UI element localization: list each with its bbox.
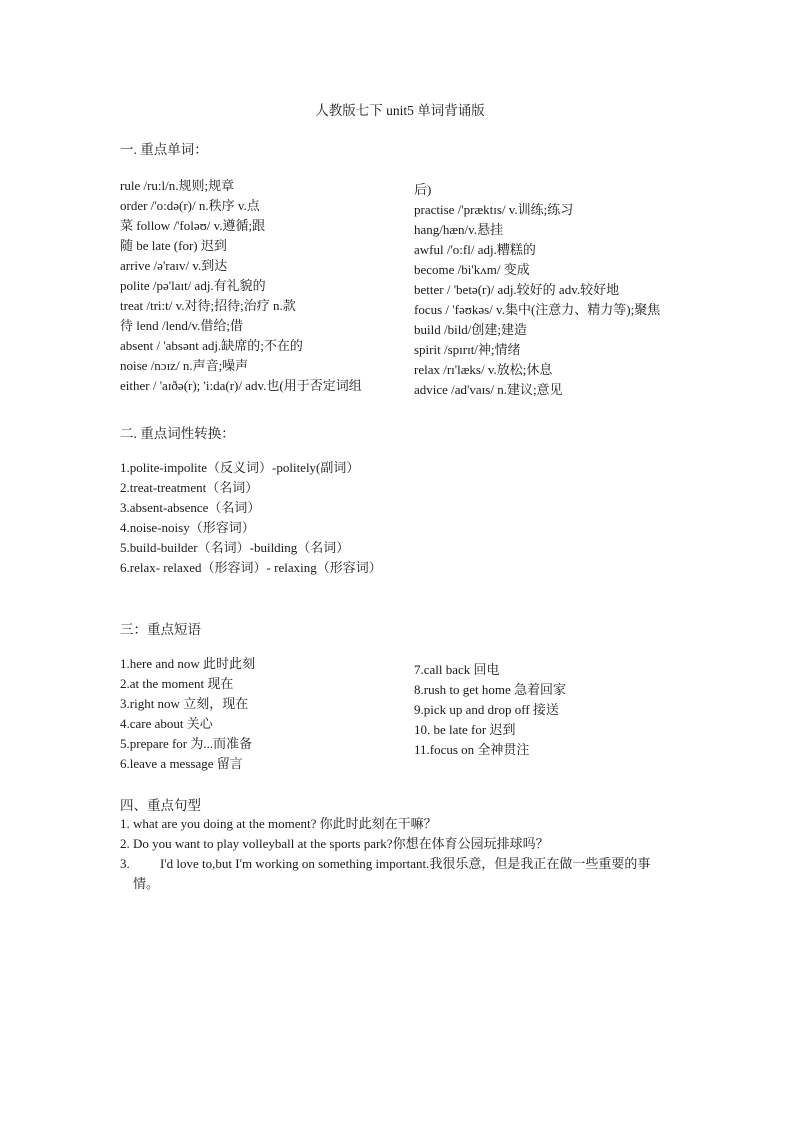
vocab-line: awful /'o:fl/ adj.糟糕的 — [414, 242, 536, 257]
vocab-line: become /bi'kʌm/ 变成 — [414, 262, 530, 277]
vocab-line: absent / 'absənt adj.缺席的;不在的 — [120, 338, 303, 353]
sentence-continuation: 情。 — [133, 876, 160, 891]
vocab-line: either / 'aɪðə(r); 'i:da(r)/ adv.也(用于否定词组 — [120, 378, 362, 393]
vocab-line: 随 be late (for) 迟到 — [120, 238, 227, 253]
section1-heading: 一. 重点单词： — [120, 142, 208, 157]
vocab-left-column — [120, 176, 362, 396]
document-title: 人教版七下 unit5 单词背诵版 — [315, 103, 485, 118]
vocab-line: practise /'præktɪs/ v.训练;练习 — [414, 202, 574, 217]
list-item: 1.here and now 此时此刻 — [120, 656, 256, 671]
vocab-line: hang/hæn/v.悬挂 — [414, 222, 504, 237]
list-item: 4.care about 关心 — [120, 716, 213, 731]
phrases-left-column — [120, 654, 255, 774]
vocab-line: noise /nɔɪz/ n.声音;噪声 — [120, 358, 249, 373]
vocab-line: order /'o:də(r)/ n.秩序 v.点 — [120, 198, 260, 213]
vocab-line: 菜 follow /'foləʊ/ v.遵循;跟 — [120, 218, 266, 233]
vocab-line: arrive /ə'raɪv/ v.到达 — [120, 258, 228, 273]
vocab-line: focus / 'fəʊkəs/ v.集中(注意力、精力等);聚焦 — [414, 302, 661, 317]
word-forms-list — [120, 458, 382, 578]
vocab-line: rule /ru:l/n.规则;规章 — [120, 178, 235, 193]
list-item: 4.noise-noisy（形容词） — [120, 520, 255, 535]
list-item: 9.pick up and drop off 接送 — [414, 702, 559, 717]
vocab-line: 待 lend /lend/v.借给;借 — [120, 318, 244, 333]
list-item: 7.call back 回电 — [414, 662, 500, 677]
list-item: 6.leave a message 留言 — [120, 756, 243, 771]
vocab-line: build /bild/创建;建造 — [414, 322, 528, 337]
sentence-patterns — [120, 814, 700, 894]
list-item: 5.prepare for 为...而准备 — [120, 736, 253, 751]
sentence-item: 2. Do you want to play volleyball at the sports park?你想在体育公园玩排球吗？ — [120, 836, 549, 851]
vocab-line: treat /tri:t/ v.对待;招待;治疗 n.款 — [120, 298, 296, 313]
sentence-item: 1. what are you doing at the moment? 你此时此刻在干嘛？ — [120, 816, 437, 831]
list-item: 3.absent-absence（名词） — [120, 500, 261, 515]
sentence-number: 3. — [120, 856, 130, 871]
list-item: 11.focus on 全神贯注 — [414, 742, 530, 757]
list-item: 10. be late for 迟到 — [414, 722, 516, 737]
vocab-right-column — [414, 180, 660, 400]
list-item: 1.polite-impolite（反义词）-politely(副词） — [120, 460, 360, 475]
vocab-line: better / 'betə(r)/ adj.较好的 adv.较好地 — [414, 282, 620, 297]
phrases-right-column — [414, 660, 566, 760]
section4-heading: 四、重点句型 — [120, 798, 201, 813]
list-item: 8.rush to get home 急着回家 — [414, 682, 567, 697]
vocab-line: relax /rɪ'læks/ v.放松;休息 — [414, 362, 553, 377]
list-item: 3.right now 立刻，现在 — [120, 696, 249, 711]
section2-heading: 二. 重点词性转换： — [120, 426, 235, 441]
section3-heading: 三：重点短语 — [120, 622, 201, 637]
vocab-line: polite /pə'laɪt/ adj.有礼貌的 — [120, 278, 266, 293]
vocab-line: advice /ad'vaɪs/ n.建议;意见 — [414, 382, 563, 397]
vocab-line: spirit /spɪrɪt/神;情绪 — [414, 342, 521, 357]
list-item: 2.treat-treatment（名词） — [120, 480, 259, 495]
list-item: 6.relax- relaxed（形容词）- relaxing（形容词） — [120, 560, 382, 575]
list-item: 2.at the moment 现在 — [120, 676, 234, 691]
sentence-item — [120, 854, 700, 894]
list-item: 5.build-builder（名词）-building（名词） — [120, 540, 350, 555]
vocab-line: 后) — [414, 182, 432, 197]
sentence-text: I'd love to,but I'm working on something important.我很乐意，但是我正在做一些重要的事 — [160, 856, 651, 871]
